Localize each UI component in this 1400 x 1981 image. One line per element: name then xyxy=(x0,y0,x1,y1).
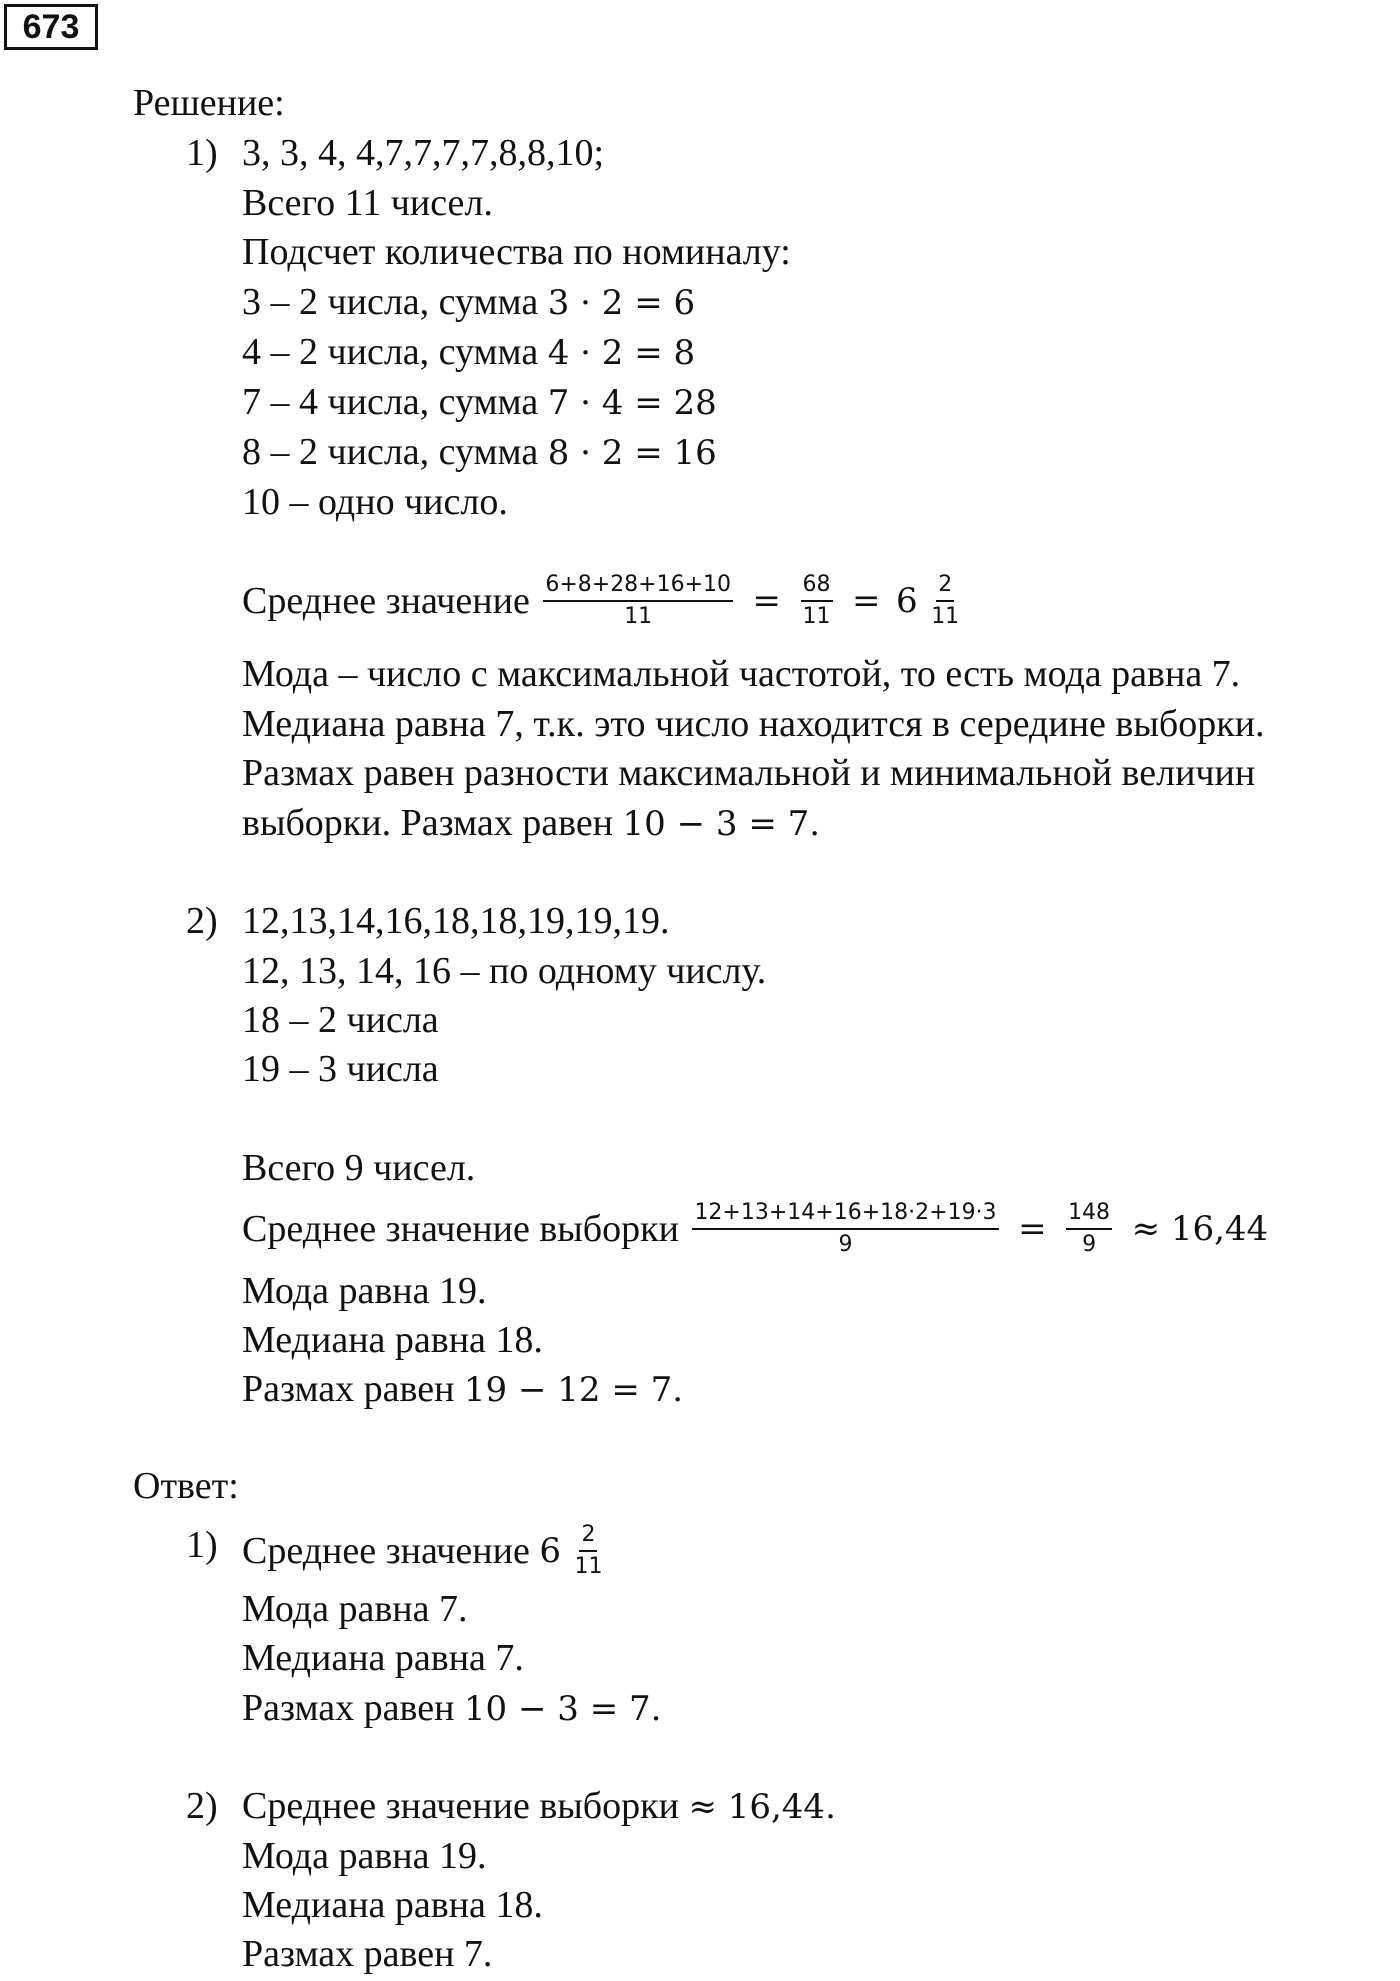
answer2-number: 2) xyxy=(186,1785,218,1827)
part1-mode: Мода – число с максимальной частотой, то есть мода равна 7. xyxy=(242,653,1241,695)
solution-heading: Решение: xyxy=(133,82,285,124)
part2-mean: Среднее значение выборки $\frac{12+13+14+16+18\cdot 2+19\cdot 3}{9}$ = $\frac{148}{9}$ ≈ 16,44 xyxy=(242,1200,1269,1257)
problem-number: 673 xyxy=(4,4,98,50)
fraction: $\frac{2}{11}$ xyxy=(574,1522,603,1579)
fraction: $\frac{12+13+14+16+18\cdot 2+19\cdot 3}{9}$ xyxy=(694,1200,997,1257)
part2-mode: Мода равна 19. xyxy=(242,1270,487,1312)
answer2-mean: Среднее значение выборки ≈ 16,44. xyxy=(242,1785,836,1827)
answer1-median: Медиана равна 7. xyxy=(242,1637,524,1679)
answer1-range: Размах равен 10 − 3 = 7. xyxy=(242,1687,662,1729)
answer2-range: Размах равен 7. xyxy=(242,1933,493,1975)
answer1-mode: Мода равна 7. xyxy=(242,1588,468,1630)
part1-count-row: 8 – 2 числа, сумма 8 · 2 = 16 xyxy=(242,431,717,473)
part2-median: Медиана равна 18. xyxy=(242,1319,543,1361)
fraction: $\frac{148}{9}$ xyxy=(1068,1200,1111,1257)
part2-count-row: 19 – 3 числа xyxy=(242,1048,439,1090)
answer-heading: Ответ: xyxy=(133,1465,239,1507)
fraction: $\frac{2}{11}$ xyxy=(931,572,960,629)
answer1-mean: Среднее значение 6 $\frac{2}{11}$ xyxy=(242,1522,603,1579)
part2-range: Размах равен 19 − 12 = 7. xyxy=(242,1368,684,1410)
part2-sample: 12,13,14,16,18,18,19,19,19. xyxy=(242,900,670,942)
part1-mean: Среднее значение $\frac{6+8+28+16+10}{11}$ = $\frac{68}{11}$ = 6 $\frac{2}{11}$ xyxy=(242,572,960,629)
fraction: $\frac{6+8+28+16+10}{11}$ xyxy=(545,572,732,629)
part2-total: Всего 9 чисел. xyxy=(242,1147,476,1189)
fraction: $\frac{68}{11}$ xyxy=(802,572,831,629)
part1-range-line2: выборки. Размах равен 10 − 3 = 7. xyxy=(242,802,821,844)
answer2-mode: Мода равна 19. xyxy=(242,1835,487,1877)
part2-number: 2) xyxy=(186,900,218,942)
part2-count-row: 12, 13, 14, 16 – по одному числу. xyxy=(242,950,767,992)
answer2-median: Медиана равна 18. xyxy=(242,1884,543,1926)
part1-count-row: 10 – одно число. xyxy=(242,481,508,523)
part1-count-row: 4 – 2 числа, сумма 4 · 2 = 8 xyxy=(242,331,696,373)
part1-number: 1) xyxy=(186,132,218,174)
part1-median: Медиана равна 7, т.к. это число находится в середине выборки. xyxy=(242,703,1265,745)
part1-count-row: 3 – 2 числа, сумма 3 · 2 = 6 xyxy=(242,281,696,323)
part2-count-row: 18 – 2 числа xyxy=(242,999,439,1041)
part1-sample: 3, 3, 4, 4,7,7,7,7,8,8,10; xyxy=(242,132,605,174)
part1-range-line1: Размах равен разности максимальной и минимальной величин xyxy=(242,752,1256,794)
part1-count-row: 7 – 4 числа, сумма 7 · 4 = 28 xyxy=(242,381,717,423)
part1-count-intro: Подсчет количества по номиналу: xyxy=(242,231,791,273)
part1-total: Всего 11 чисел. xyxy=(242,182,493,224)
answer1-number: 1) xyxy=(186,1524,218,1566)
